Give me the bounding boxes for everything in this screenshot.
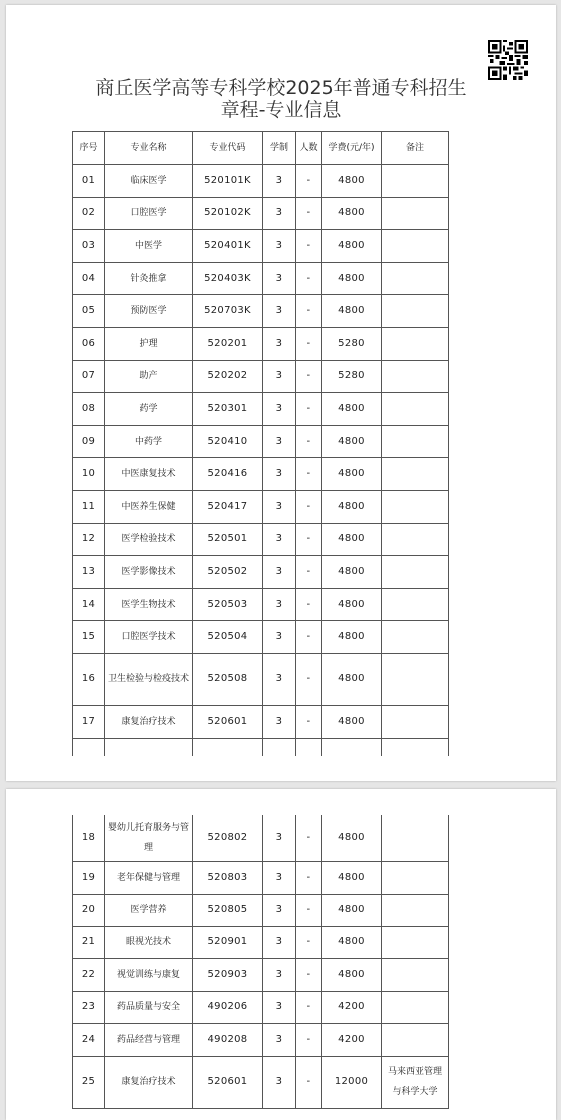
tuition-fee: 12000 [322,1056,382,1108]
major-name: 中医学 [105,230,193,263]
study-years: 3 [263,861,296,894]
major-name: 医学营养 [105,894,193,926]
tuition-fee: 5280 [322,327,382,360]
major-code: 520901 [193,926,263,958]
tuition-fee: 4800 [322,861,382,894]
tuition-fee: 4800 [322,894,382,926]
major-name: 口腔医学 [105,197,193,230]
major-name: 预防医学 [105,295,193,328]
enroll-count: - [296,958,322,991]
study-years: 3 [263,588,296,621]
enroll-count: - [296,425,322,458]
enroll-count: - [296,165,322,198]
table-row [73,425,449,458]
major-code: 520202 [193,360,263,393]
major-name: 助产 [105,360,193,393]
empty-cell [193,738,263,756]
table-row [73,705,449,738]
tuition-fee: 4800 [322,393,382,426]
header-code: 专业代码 [193,132,263,165]
tuition-fee: 4800 [322,926,382,958]
row-number: 03 [73,230,105,263]
row-number: 14 [73,588,105,621]
tuition-fee: 4800 [322,197,382,230]
remark [382,197,449,230]
table-header-row [73,132,449,165]
enroll-count: - [296,523,322,556]
major-code: 520416 [193,458,263,491]
row-number: 20 [73,894,105,926]
major-name: 婴幼儿托育服务与管理 [105,815,193,861]
study-years: 3 [263,1023,296,1056]
table-row [73,958,449,991]
remark [382,926,449,958]
remark [382,958,449,991]
major-name: 针灸推拿 [105,262,193,295]
table-row [73,653,449,705]
empty-cell [322,738,382,756]
empty-cell [105,738,193,756]
study-years: 3 [263,327,296,360]
major-name: 中医康复技术 [105,458,193,491]
header-count: 人数 [296,132,322,165]
enroll-count: - [296,1056,322,1108]
study-years: 3 [263,653,296,705]
enroll-count: - [296,393,322,426]
study-years: 3 [263,490,296,523]
remark [382,815,449,861]
study-years: 3 [263,1056,296,1108]
remark [382,588,449,621]
row-number: 24 [73,1023,105,1056]
tuition-fee: 4800 [322,262,382,295]
row-number: 07 [73,360,105,393]
major-code: 520502 [193,556,263,589]
tuition-fee: 4800 [322,958,382,991]
table-row [73,621,449,654]
row-number: 08 [73,393,105,426]
major-code: 520508 [193,653,263,705]
remark [382,295,449,328]
major-name: 药品质量与安全 [105,991,193,1023]
title-line-1: 商丘医学高等专科学校2025年普通专科招生 [95,77,467,99]
tuition-fee: 4800 [322,621,382,654]
enroll-count: - [296,490,322,523]
major-code: 520803 [193,861,263,894]
major-name: 护理 [105,327,193,360]
study-years: 3 [263,926,296,958]
enroll-count: - [296,861,322,894]
major-code: 520401K [193,230,263,263]
row-number: 09 [73,425,105,458]
title-line-2: 章程-专业信息 [220,99,342,121]
study-years: 3 [263,458,296,491]
enroll-count: - [296,327,322,360]
major-info-table [72,131,449,756]
remark: 马来西亚管理与科学大学 [382,1056,449,1108]
major-name: 中药学 [105,425,193,458]
major-code: 520417 [193,490,263,523]
major-name: 中医养生保健 [105,490,193,523]
major-info-table-continued [72,815,449,1109]
enroll-count: - [296,458,322,491]
header-name: 专业名称 [105,132,193,165]
major-code: 520201 [193,327,263,360]
table-row [73,1023,449,1056]
row-number: 23 [73,991,105,1023]
study-years: 3 [263,523,296,556]
row-number: 17 [73,705,105,738]
table-row [73,197,449,230]
tuition-fee: 4800 [322,295,382,328]
row-number: 16 [73,653,105,705]
study-years: 3 [263,295,296,328]
empty-cell [382,738,449,756]
table-row [73,230,449,263]
major-name: 医学检验技术 [105,523,193,556]
enroll-count: - [296,1023,322,1056]
enroll-count: - [296,230,322,263]
row-number: 21 [73,926,105,958]
tuition-fee: 4800 [322,458,382,491]
enroll-count: - [296,360,322,393]
study-years: 3 [263,894,296,926]
study-years: 3 [263,360,296,393]
table-row [73,165,449,198]
table-row-blank [73,738,449,756]
remark [382,991,449,1023]
tuition-fee: 4800 [322,556,382,589]
table-row [73,490,449,523]
study-years: 3 [263,621,296,654]
remark [382,490,449,523]
table-row [73,991,449,1023]
major-code: 520102K [193,197,263,230]
remark [382,894,449,926]
major-code: 520101K [193,165,263,198]
remark [382,653,449,705]
remark [382,165,449,198]
row-number: 10 [73,458,105,491]
row-number: 02 [73,197,105,230]
study-years: 3 [263,958,296,991]
major-code: 520805 [193,894,263,926]
enroll-count: - [296,556,322,589]
document-title [6,77,556,121]
header-no: 序号 [73,132,105,165]
remark [382,230,449,263]
header-note: 备注 [382,132,449,165]
enroll-count: - [296,621,322,654]
remark [382,705,449,738]
row-number: 13 [73,556,105,589]
table-row [73,360,449,393]
empty-cell [73,738,105,756]
row-number: 12 [73,523,105,556]
tuition-fee: 4800 [322,815,382,861]
empty-cell [263,738,296,756]
tuition-fee: 4800 [322,523,382,556]
major-code: 490206 [193,991,263,1023]
remark [382,861,449,894]
remark [382,327,449,360]
major-code: 490208 [193,1023,263,1056]
major-code: 520403K [193,262,263,295]
table-row [73,523,449,556]
remark [382,393,449,426]
study-years: 3 [263,705,296,738]
major-code: 520410 [193,425,263,458]
table-row [73,1056,449,1108]
table-row [73,815,449,861]
document-page-1 [6,5,556,781]
major-code: 520802 [193,815,263,861]
enroll-count: - [296,894,322,926]
header-length: 学制 [263,132,296,165]
remark [382,458,449,491]
table-row [73,894,449,926]
major-code: 520601 [193,1056,263,1108]
tuition-fee: 4800 [322,230,382,263]
table-row [73,861,449,894]
study-years: 3 [263,165,296,198]
qr-code-icon [488,40,528,80]
empty-cell [296,738,322,756]
tuition-fee: 4800 [322,165,382,198]
row-number: 06 [73,327,105,360]
enroll-count: - [296,588,322,621]
remark [382,556,449,589]
major-name: 卫生检验与检疫技术 [105,653,193,705]
major-name: 医学影像技术 [105,556,193,589]
major-name: 口腔医学技术 [105,621,193,654]
enroll-count: - [296,705,322,738]
major-name: 医学生物技术 [105,588,193,621]
table-row [73,327,449,360]
enroll-count: - [296,197,322,230]
major-name: 康复治疗技术 [105,1056,193,1108]
major-code: 520501 [193,523,263,556]
study-years: 3 [263,393,296,426]
tuition-fee: 4800 [322,653,382,705]
enroll-count: - [296,991,322,1023]
row-number: 25 [73,1056,105,1108]
table-row [73,262,449,295]
tuition-fee: 4800 [322,705,382,738]
row-number: 18 [73,815,105,861]
table-row [73,926,449,958]
enroll-count: - [296,262,322,295]
major-code: 520504 [193,621,263,654]
header-fee: 学费(元/年) [322,132,382,165]
major-code: 520301 [193,393,263,426]
major-name: 临床医学 [105,165,193,198]
remark [382,262,449,295]
row-number: 11 [73,490,105,523]
major-code: 520601 [193,705,263,738]
row-number: 04 [73,262,105,295]
row-number: 19 [73,861,105,894]
study-years: 3 [263,556,296,589]
document-page-2 [6,789,556,1120]
row-number: 22 [73,958,105,991]
remark [382,1023,449,1056]
table-row [73,556,449,589]
major-name: 康复治疗技术 [105,705,193,738]
table-row [73,458,449,491]
row-number: 01 [73,165,105,198]
major-name: 药学 [105,393,193,426]
major-name: 视觉训练与康复 [105,958,193,991]
remark [382,523,449,556]
study-years: 3 [263,262,296,295]
major-name: 老年保健与管理 [105,861,193,894]
row-number: 05 [73,295,105,328]
tuition-fee: 4200 [322,991,382,1023]
enroll-count: - [296,653,322,705]
study-years: 3 [263,230,296,263]
remark [382,425,449,458]
enroll-count: - [296,295,322,328]
major-code: 520703K [193,295,263,328]
remark [382,621,449,654]
tuition-fee: 5280 [322,360,382,393]
tuition-fee: 4200 [322,1023,382,1056]
enroll-count: - [296,926,322,958]
row-number: 15 [73,621,105,654]
major-code: 520903 [193,958,263,991]
enroll-count: - [296,815,322,861]
major-code: 520503 [193,588,263,621]
major-name: 药品经营与管理 [105,1023,193,1056]
table-row [73,295,449,328]
tuition-fee: 4800 [322,490,382,523]
study-years: 3 [263,425,296,458]
table-row [73,588,449,621]
tuition-fee: 4800 [322,588,382,621]
study-years: 3 [263,815,296,861]
study-years: 3 [263,991,296,1023]
major-name: 眼视光技术 [105,926,193,958]
study-years: 3 [263,197,296,230]
table-row [73,393,449,426]
remark [382,360,449,393]
tuition-fee: 4800 [322,425,382,458]
